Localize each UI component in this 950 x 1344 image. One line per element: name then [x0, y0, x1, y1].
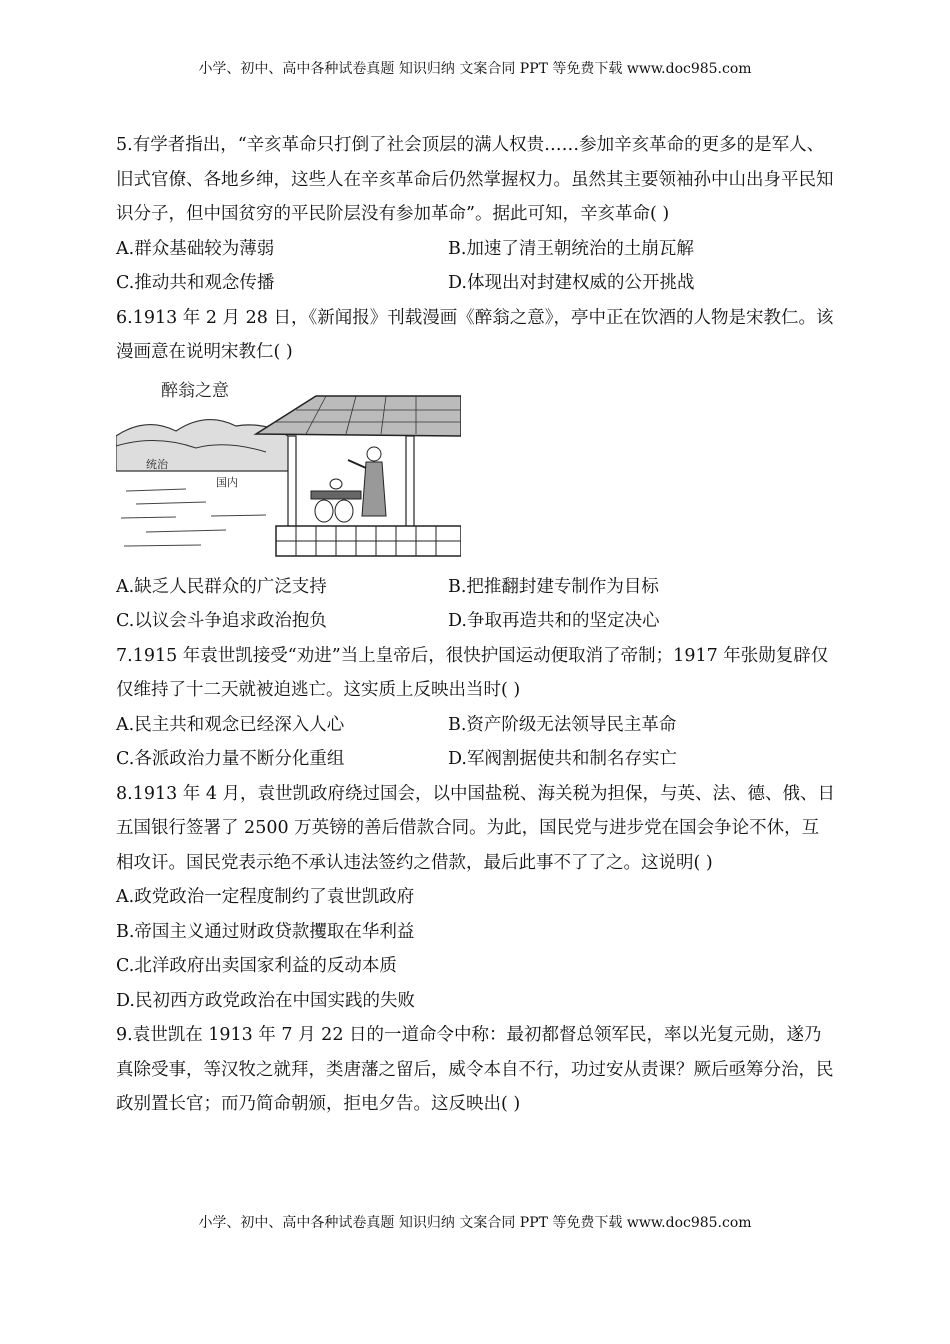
wine-jar-1: [315, 500, 333, 522]
option-d: D.体现出对封建权威的公开挑战: [448, 273, 695, 293]
option-b: B.帝国主义通过财政贷款攫取在华利益: [116, 921, 415, 942]
option-a: A.政党政治一定程度制约了袁世凯政府: [116, 887, 415, 907]
option-d: D.军阀割据使共和制名存实亡: [448, 749, 677, 769]
teapot: [330, 479, 342, 489]
question-5-stem: 5.有学者指出，“辛亥革命只打倒了社会顶层的满人权贵……参加辛亥革命的更多的是军人、旧式官僚、各地乡绅，这些人在辛亥革命后仍然掌握权力。虽然其主要领袖孙中山出身平民知识分子，但中国贫穷的平民阶层没有参加革命”。据此可知，辛亥革命( ): [116, 135, 834, 224]
drinker-arm: [348, 460, 366, 468]
water-strokes: [121, 489, 266, 546]
question-7-options-row-2: [116, 742, 836, 777]
drinker-robe: [362, 462, 386, 516]
option-b: B.把推翻封建专制作为目标: [448, 576, 659, 597]
table-top: [311, 491, 361, 499]
option-c: C.北洋政府出卖国家利益的反动本质: [116, 956, 397, 976]
cartoon-label-left: 统治: [146, 457, 168, 471]
option-b: B.加速了清王朝统治的土崩瓦解: [448, 238, 694, 259]
cartoon-title: 醉翁之意: [161, 380, 229, 401]
question-9-stem: 9.袁世凯在 1913 年 7 月 22 日的一道命令中称：最初都督总领军民，率以光复元勋，遂乃真除受事，等汉牧之就拜，类唐藩之留后，威令本自不行，功过安从责课？厥后亟筹分治，民政别置长官；而乃简命朝颁，拒电夕告。这反映出( ): [116, 1025, 834, 1114]
option-a: A.缺乏人民群众的广泛支持: [116, 576, 327, 597]
cartoon-drunk-old-man-illustration: [116, 376, 461, 566]
question-6-stem: 6.1913 年 2 月 28 日，《新闻报》刊载漫画《醉翁之意》，亭中正在饮酒的人物是宋教仁。该漫画意在说明宋教仁( ): [116, 307, 834, 362]
pavilion-roof: [256, 396, 461, 436]
cartoon-figure: [116, 376, 461, 566]
question-6-options-row-2: [116, 604, 836, 639]
option-c: C.各派政治力量不断分化重组: [116, 749, 345, 769]
page-footer: 小学、初中、高中各种试卷真题 知识归纳 文案合同 PPT 等免费下载 www.doc985.com: [198, 1215, 752, 1231]
option-c: C.推动共和观念传播: [116, 273, 275, 293]
question-6-options-row-1: [116, 570, 836, 605]
question-7-stem: 7.1915 年袁世凯接受“劝进”当上皇帝后，很快护国运动便取消了帝制；1917 年张勋复辟仅仅维持了十二天就被迫逃亡。这实质上反映出当时( ): [116, 645, 829, 700]
question-8-stem: 8.1913 年 4 月，袁世凯政府绕过国会，以中国盐税、海关税为担保，与英、法、德、俄、日五国银行签署了 2500 万英镑的善后借款合同。为此，国民党与进步党在国会争论不休，互相攻讦。国民党表示绝不承认违法签约之借款，最后此事不了了之。这说明( ): [116, 783, 836, 873]
page-header: 小学、初中、高中各种试卷真题 知识归纳 文案合同 PPT 等免费下载 www.doc985.com: [198, 61, 752, 77]
cartoon-label-center: 国内: [216, 475, 238, 489]
wine-jar-2: [335, 500, 353, 522]
mountains-shape: [116, 419, 291, 470]
drinker-head: [367, 447, 381, 461]
question-5-options-row-1: [116, 232, 836, 267]
question-7-options-row-1: [116, 708, 836, 743]
exam-content: [116, 128, 836, 1122]
option-d: D.民初西方政党政治在中国实践的失败: [116, 990, 415, 1011]
option-c: C.以议会斗争追求政治抱负: [116, 611, 327, 631]
option-d: D.争取再造共和的坚定决心: [448, 611, 660, 631]
option-a: A.群众基础较为薄弱: [116, 238, 275, 259]
option-b: B.资产阶级无法领导民主革命: [448, 714, 677, 735]
option-a: A.民主共和观念已经深入人心: [116, 714, 345, 735]
question-5-options-row-2: [116, 266, 836, 301]
